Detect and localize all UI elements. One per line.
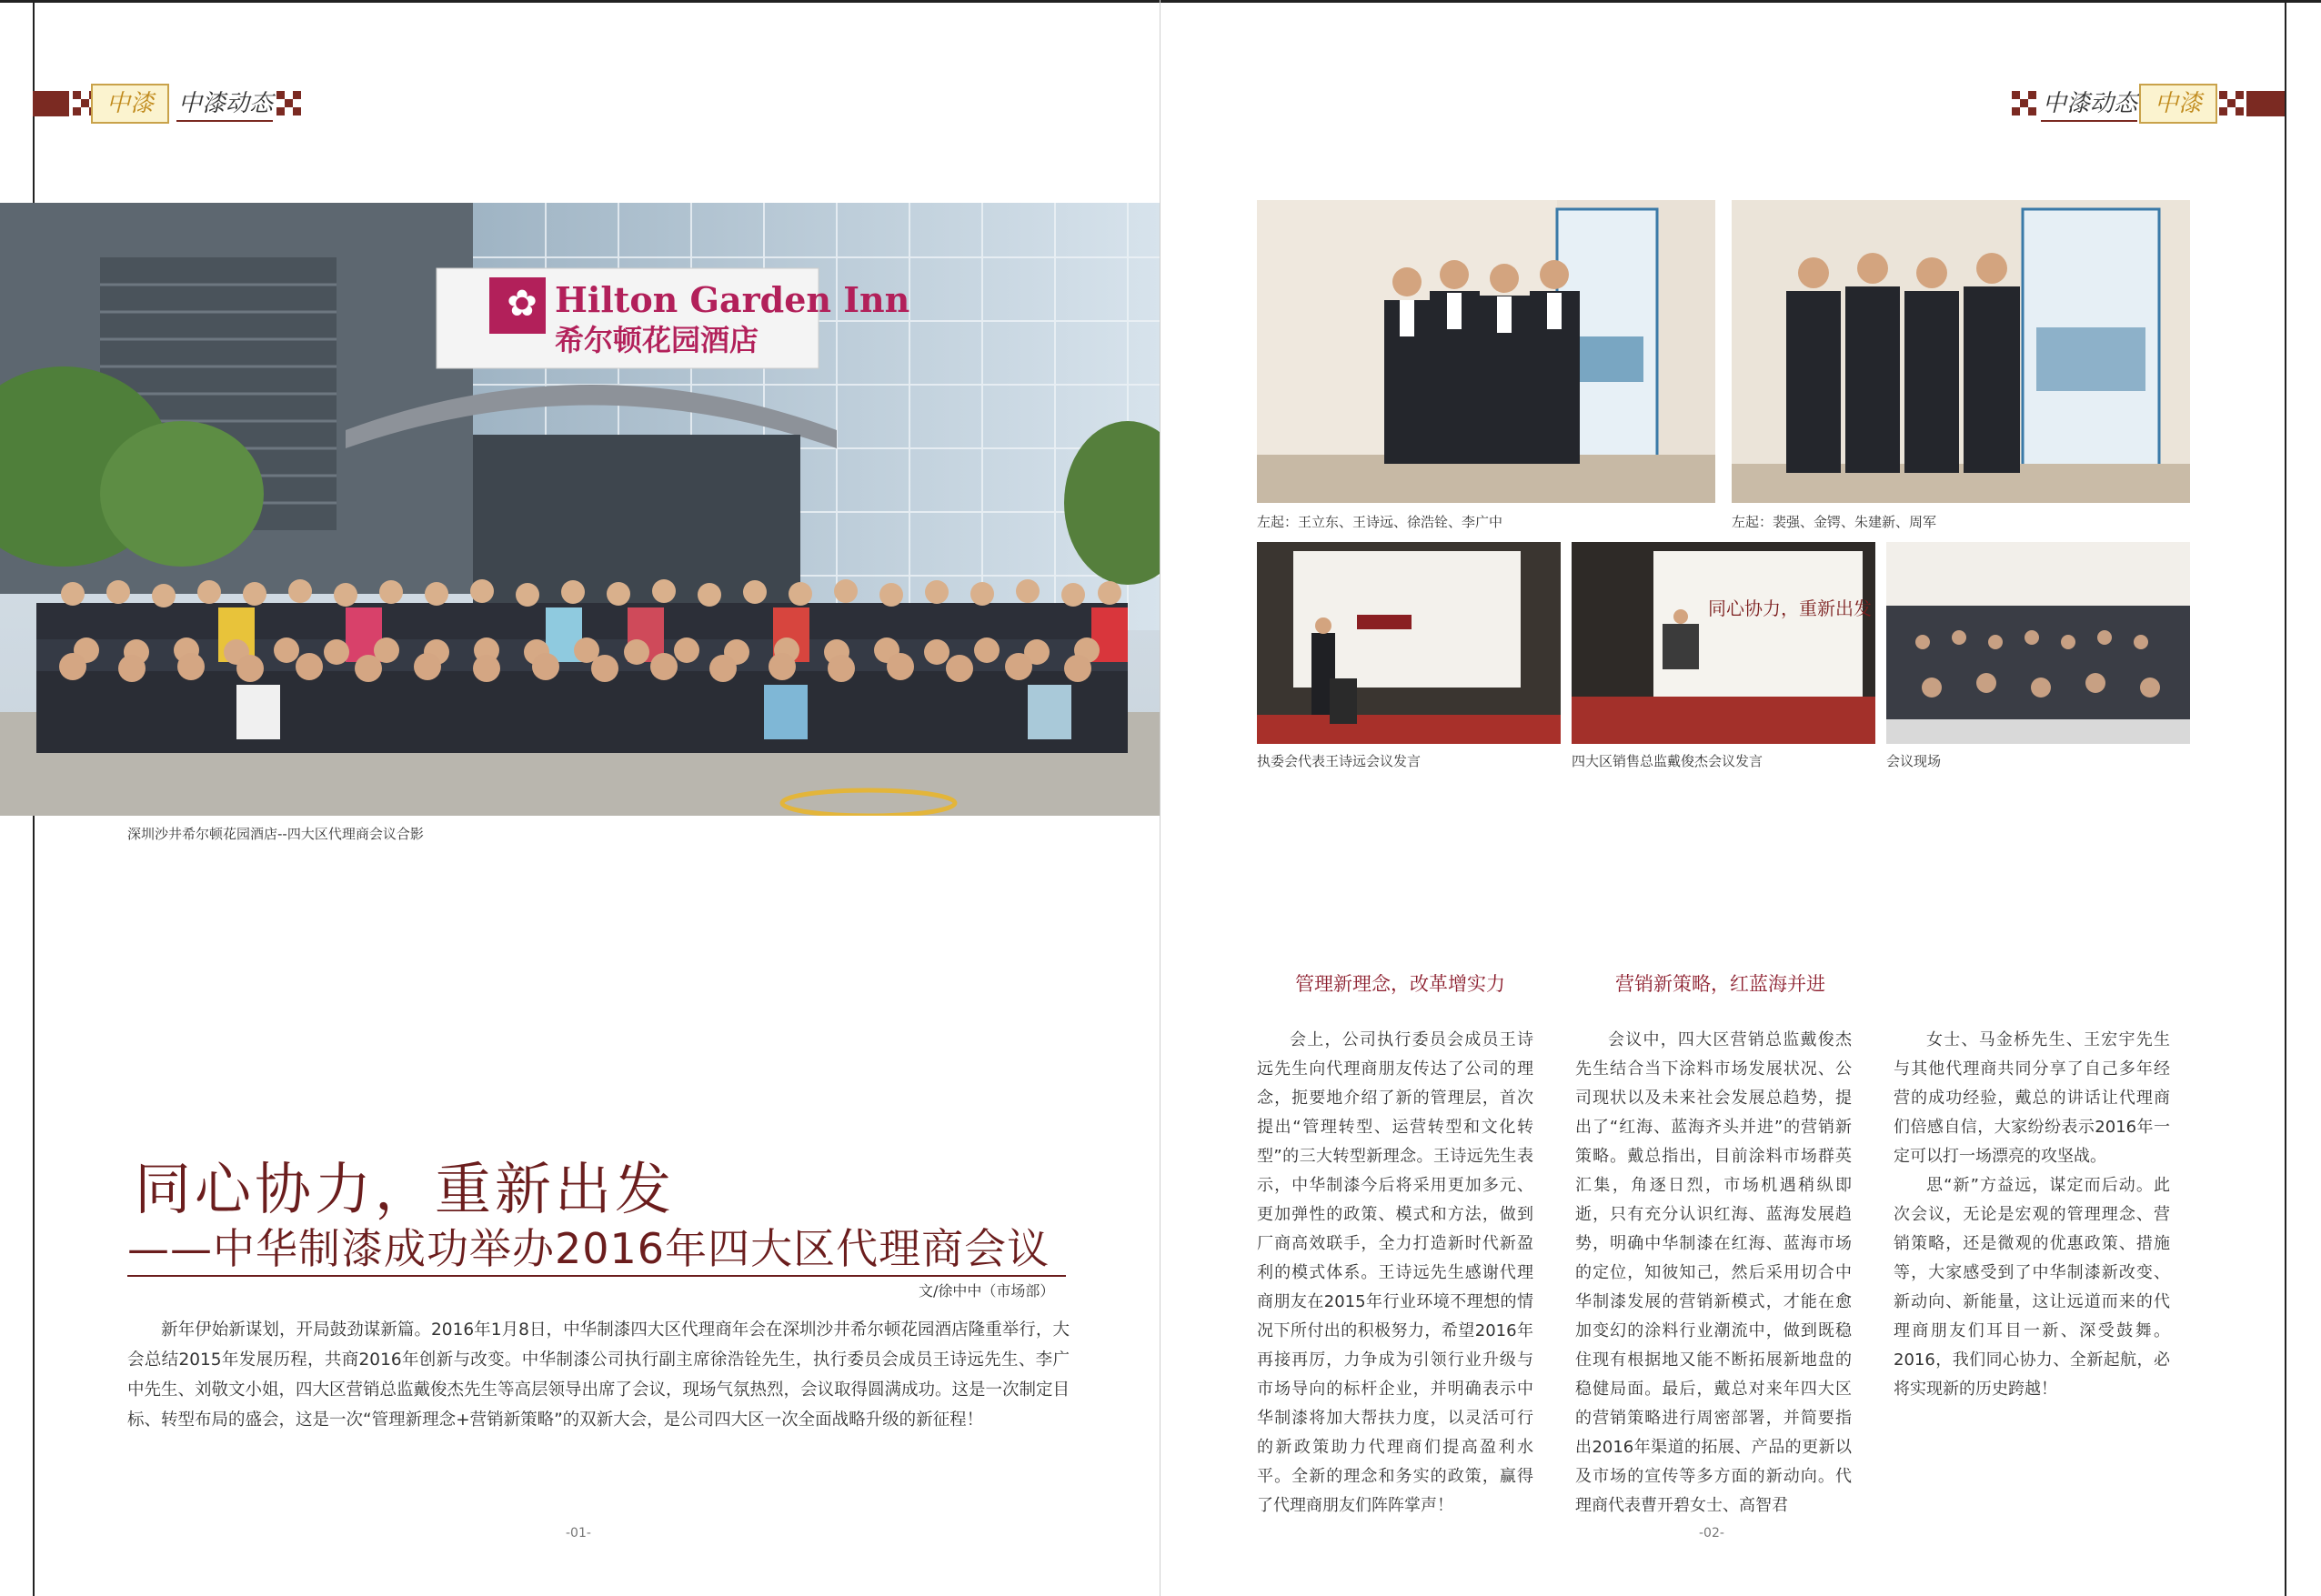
label-underline — [2041, 120, 2137, 122]
checker-ornament — [2219, 91, 2245, 116]
photo-four-executives-2 — [1732, 200, 2190, 503]
page-number: -02- — [1699, 1526, 1724, 1541]
photo-caption: 左起：裴强、金锷、朱建新、周军 — [1732, 514, 1937, 530]
paragraph: 女士、马金桥先生、王宏宇先生与其他代理商共同分享了自己多年经营的成功经验，戴总的讲话让代理商们倍感自信，大家纷纷表示2016年一定可以打一场漂亮的攻坚战。 — [1894, 1030, 2170, 1166]
section-heading-management: 管理新理念，改革增实力 — [1295, 973, 1505, 995]
paragraph: 会议中，四大区营销总监戴俊杰先生结合当下涂料市场发展状况、公司现状以及未来社会发展总趋势，提出了“红海、蓝海齐头并进”的营销新策略。戴总指出，目前涂料市场群英汇集，角逐日烈，市场机遇稍纵即逝，只有充分认识红海、蓝海发展趋势，明确中华制漆在红海、蓝海市场的定位，知彼知己，然后采用切合中华制漆发展的营销新模式，才能在愈加变幻的涂料行业潮流中，做到既稳住现有根据地又能不断拓展新地盘的稳健局面。最后，戴总对来年四大区的营销策略进行周密部署，并简要指出2016年渠道的拓展、产品的更新以及市场的宣传等多方面的新动向。代理商代表曹开碧女士、高智君 — [1575, 1030, 1852, 1515]
photo-caption: 左起：王立东、王诗远、徐浩铨、李广中 — [1257, 514, 1503, 530]
header-band — [2246, 91, 2285, 116]
hero-caption: 深圳沙井希尔顿花园酒店--四大区代理商会议合影 — [127, 826, 424, 842]
section-header — [2012, 84, 2285, 124]
company-logo: 中漆 — [2139, 84, 2217, 124]
article-subtitle: ——中华制漆成功举办2016年四大区代理商会议 — [127, 1224, 1050, 1273]
section-heading-marketing: 营销新策略，红蓝海并进 — [1615, 973, 1825, 995]
byline: 文/徐中中（市场部） — [919, 1282, 1055, 1300]
hotel-sign-en: Hilton Garden Inn — [555, 279, 910, 320]
photo-four-executives-1 — [1257, 200, 1715, 503]
photo-caption: 执委会代表王诗远会议发言 — [1257, 753, 1422, 769]
left-page — [0, 0, 1160, 1596]
right-page — [1160, 0, 2321, 1596]
hotel-sign-cn: 希尔顿花园酒店 — [555, 323, 759, 357]
label-underline — [176, 120, 273, 122]
checker-ornament — [2012, 91, 2037, 116]
article-title: 同心协力，重新出发 — [135, 1156, 676, 1222]
header-band — [33, 91, 69, 116]
section-label: 中漆动态 — [2043, 90, 2138, 117]
section-label: 中漆动态 — [178, 90, 274, 117]
svg-text:✿: ✿ — [507, 283, 538, 325]
photo-meeting-room — [1886, 542, 2190, 744]
trim-line — [0, 0, 1160, 3]
photo-caption: 四大区销售总监戴俊杰会议发言 — [1572, 753, 1763, 769]
title-rule — [127, 1275, 1066, 1277]
intro-paragraph: 新年伊始新谋划，开局鼓劲谋新篇。2016年1月8日，中华制漆四大区代理商年会在深圳沙井希尔顿花园酒店隆重举行，大会总结2015年发展历程，共商2016年创新与改变。中华制漆公司执行副主席徐浩铨先生，执行委员会成员王诗远先生、李广中先生、刘敬文小姐，四大区营销总监戴俊杰先生等高层领导出席了会议，现场气氛热烈，会议取得圆满成功。这是一次制定目标、转型布局的盛会，这是一次“管理新理念+营销新策略”的双新大会，是公司四大区一次全面战略升级的新征程！ — [127, 1320, 1070, 1430]
hero-group-photo — [0, 203, 1160, 816]
section-header — [33, 84, 287, 124]
text-column-3 — [1894, 1026, 2170, 1404]
paragraph: 会上，公司执行委员会成员王诗远先生向代理商朋友传达了公司的理念，扼要地介绍了新的管理层，首次提出“管理转型、运营转型和文化转型”的三大转型新理念。王诗远先生表示，中华制漆今后将采用更加多元、更加弹性的政策、模式和方法，做到厂商高效联手，全力打造新时代新盈利的模式体系。王诗远先生感谢代理商朋友在2015年行业环境不理想的情况下所付出的积极努力，希望2016年再接再厉，力争成为引领行业升级与市场导向的标杆企业，并明确表示中华制漆将加大帮扶力度，以灵活可行的新政策助力代理商们提高盈利水平。全新的理念和务实的政策，赢得了代理商朋友们阵阵掌声！ — [1257, 1030, 1533, 1515]
photo-caption: 会议现场 — [1886, 753, 1942, 769]
checker-ornament — [276, 91, 302, 116]
paragraph: 思“新”方益远，谋定而后动。此次会议，无论是宏观的管理理念、营销策略，还是微观的优惠政策、措施等，大家感受到了中华制漆新改变、新动向、新能量，这让远道而来的代理商朋友们耳目一新、深受鼓舞。2016，我们同心协力、全新起航，必将实现新的历史跨越！ — [1894, 1176, 2170, 1399]
text-column-1 — [1257, 1026, 1533, 1521]
page-number: -01- — [566, 1526, 591, 1541]
trim-line — [1160, 0, 2321, 3]
text-column-2 — [1575, 1026, 1852, 1521]
photo-speaker-1 — [1257, 542, 1561, 744]
trim-line — [2285, 0, 2286, 1596]
photo-speaker-2 — [1572, 542, 1875, 744]
slide-text: 同心协力，重新出发 — [1708, 597, 1872, 619]
company-logo: 中漆 — [91, 84, 169, 124]
